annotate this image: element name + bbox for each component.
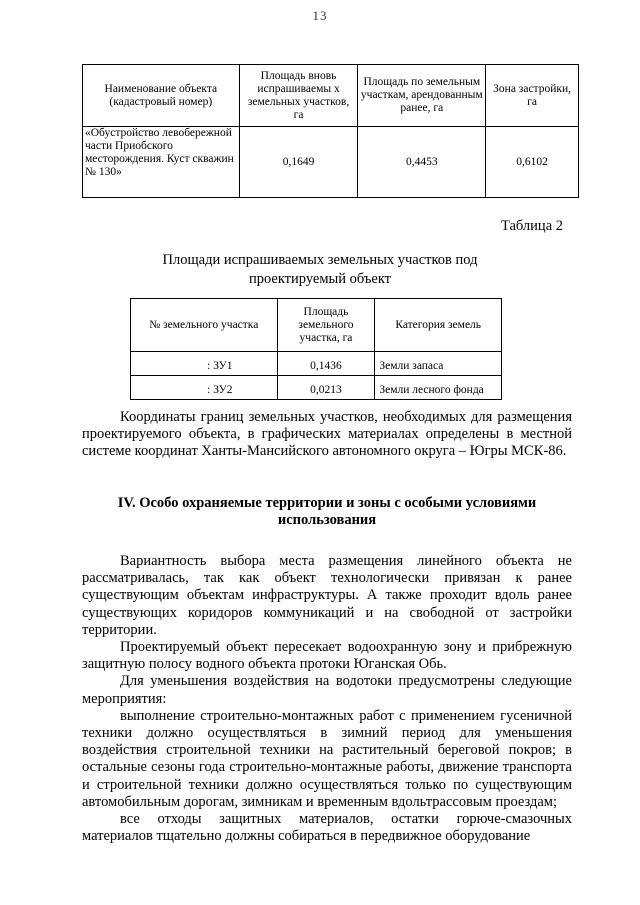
paragraph: Проектируемый объект пересекает водоохранную зону и прибрежную защитную полосу водного объекта протоки Юганская Обь. bbox=[82, 639, 572, 673]
header-area-new: Площадь вновь испрашиваемы х земельных участков, га bbox=[239, 65, 358, 127]
section-heading: IV. Особо охраняемые территории и зоны с особыми условиями использования bbox=[117, 495, 537, 528]
header-zone: Зона застройки, га bbox=[486, 65, 579, 127]
cell-area-leased: 0,4453 bbox=[358, 127, 486, 198]
cell-zone: 0,6102 bbox=[486, 127, 579, 198]
body-text bbox=[82, 553, 572, 845]
header-plot-area: Площадь земельного участка, га bbox=[277, 299, 375, 352]
table-title-line-2: проектируемый объект bbox=[248, 271, 392, 287]
table-land-plots bbox=[130, 298, 502, 400]
table-title-line-1: Площади испрашиваемых земельных участков под bbox=[162, 252, 478, 268]
header-land-category: Категория земель bbox=[375, 299, 502, 352]
cell-object-name: «Обустройство левобережной части Приобского месторождения. Куст скважин № 130» bbox=[83, 127, 240, 198]
cell-area-new: 0,1649 bbox=[239, 127, 358, 198]
cell-land-category: Земли запаса bbox=[375, 352, 502, 376]
table-object-areas bbox=[82, 64, 579, 198]
table-header-row bbox=[83, 65, 579, 127]
paragraph-text: Координаты границ земельных участков, необходимых для размещения проектируемого объекта, в графических материалах определены в местной системе координат Ханты-Мансийского автономного округа – Югры МСК-86. bbox=[82, 409, 572, 460]
paragraph: выполнение строительно-монтажных работ с применением гусеничной техники должно осуществляться в зимний период для уменьшения воздействия строительной техники на растительный береговой покров; в остальные сезоны года строительно-монтажные работы, движение транспорта и строительной техники должно осуществляться только по существующим автомобильным дорогам, зимникам и временным вдольтрассовым проездам; bbox=[82, 707, 572, 810]
header-object-name: Наименование объекта (кадастровый номер) bbox=[83, 65, 240, 127]
table-row bbox=[131, 352, 502, 376]
paragraph: Для уменьшения воздействия на водотоки предусмотрены следующие мероприятия: bbox=[82, 673, 572, 707]
cell-plot-number: : ЗУ2 bbox=[131, 376, 278, 400]
cell-plot-area: 0,1436 bbox=[277, 352, 375, 376]
table-row bbox=[131, 376, 502, 400]
table-header-row bbox=[131, 299, 502, 352]
table-label: Таблица 2 bbox=[500, 218, 563, 234]
cell-plot-number: : ЗУ1 bbox=[131, 352, 278, 376]
page-number: 13 bbox=[312, 8, 328, 23]
header-area-leased: Площадь по земельным участкам, арендованным ранее, га bbox=[358, 65, 486, 127]
paragraph: все отходы защитных материалов, остатки горюче-смазочных материалов тщательно должны собираться в передвижное оборудование bbox=[82, 811, 572, 845]
table-row bbox=[83, 127, 579, 198]
header-plot-number: № земельного участка bbox=[131, 299, 278, 352]
coordinates-paragraph bbox=[82, 409, 572, 461]
cell-plot-area: 0,0213 bbox=[277, 376, 375, 400]
paragraph: Вариантность выбора места размещения линейного объекта не рассматривалась, так как объект технологически привязан к ранее существующим объектам инфраструктуры. А также проходит вдоль ранее существующих коридоров коммуникаций и на свободной от застройки территории. bbox=[82, 553, 572, 638]
cell-land-category: Земли лесного фонда bbox=[375, 376, 502, 400]
